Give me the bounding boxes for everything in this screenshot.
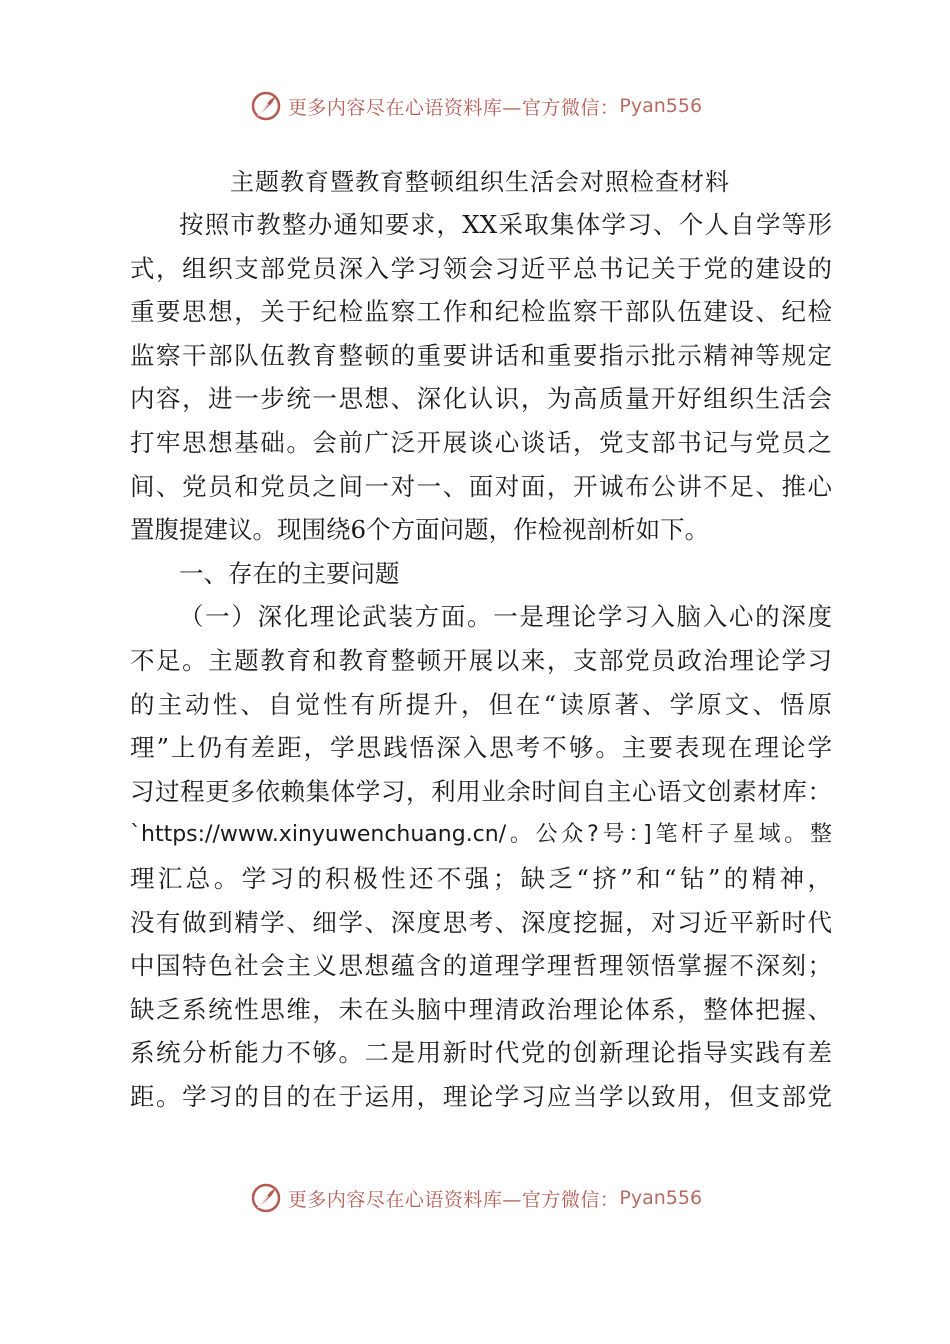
body-line: 式，组织支部党员深入学习领会习近平总书记关于党的建设的: [130, 253, 832, 283]
watermark-banner-bottom: [0, 1178, 950, 1218]
watermark-banner-top: [0, 86, 950, 126]
body-line: 理汇总。学习的积极性还不强；缺乏“挤”和“钻”的精神，: [130, 863, 832, 893]
body-line: 系统分析能力不够。二是用新时代党的创新理论指导实践有差: [130, 1038, 832, 1068]
body-line: 不足。主题教育和教育整顿开展以来，支部党员政治理论学习: [130, 645, 832, 675]
body-line: 距。学习的目的在于运用，理论学习应当学以致用，但支部党: [130, 1081, 832, 1111]
body-line: 理”上仍有差距，学思践悟深入思考不够。主要表现在理论学: [130, 733, 832, 763]
body-line: 没有做到精学、细学、深度思考、深度挖掘，对习近平新时代: [130, 907, 832, 937]
watermark-wechat-id: Pyan556: [619, 1187, 703, 1209]
quill-logo-icon: [248, 1180, 284, 1216]
section-heading: 一、存在的主要问题: [179, 558, 400, 588]
document-body: [130, 203, 832, 1118]
body-line: 中国特色社会主义思想蕴含的道理学理哲理领悟掌握不深刻；: [130, 951, 832, 981]
body-line: 的主动性、自觉性有所提升，但在“读原著、学原文、悟原: [130, 689, 832, 719]
body-line: 监察干部队伍教育整顿的重要讲话和重要指示批示精神等规定: [130, 340, 832, 370]
quill-logo-icon: [248, 88, 284, 124]
watermark-text: 更多内容尽在心语资料库—官方微信：: [287, 1188, 620, 1211]
watermark-text: 更多内容尽在心语资料库—官方微信：: [287, 96, 620, 119]
body-line-url: `https://www.xinyuwenchuang.cn/。公众?号：]笔杆子星域。整: [130, 822, 832, 848]
body-line: 重要思想，关于纪检监察工作和纪检监察干部队伍建设、纪检: [130, 297, 832, 327]
document-title: 主题教育暨教育整顿组织生活会对照检查材料: [230, 168, 730, 196]
body-line: 内容，进一步统一思想、深化认识，为高质量开好组织生活会: [130, 384, 832, 414]
body-line: 打牢思想基础。会前广泛开展谈心谈话，党支部书记与党员之: [130, 427, 832, 457]
body-line: 缺乏系统性思维，未在头脑中理清政治理论体系，整体把握、: [130, 994, 832, 1024]
body-line: （一）深化理论武装方面。一是理论学习入脑入心的深度: [179, 602, 832, 632]
body-line: 按照市教整办通知要求，XX采取集体学习、个人自学等形: [179, 210, 832, 239]
body-line: 习过程更多依赖集体学习，利用业余时间自主心语文创素材库：: [130, 776, 832, 806]
watermark-wechat-id: Pyan556: [619, 95, 703, 117]
body-line: 间、党员和党员之间一对一、面对面，开诚布公讲不足、推心: [130, 471, 832, 501]
body-line: 置腹提建议。现围绕6个方面问题，作检视剖析如下。: [130, 515, 710, 545]
